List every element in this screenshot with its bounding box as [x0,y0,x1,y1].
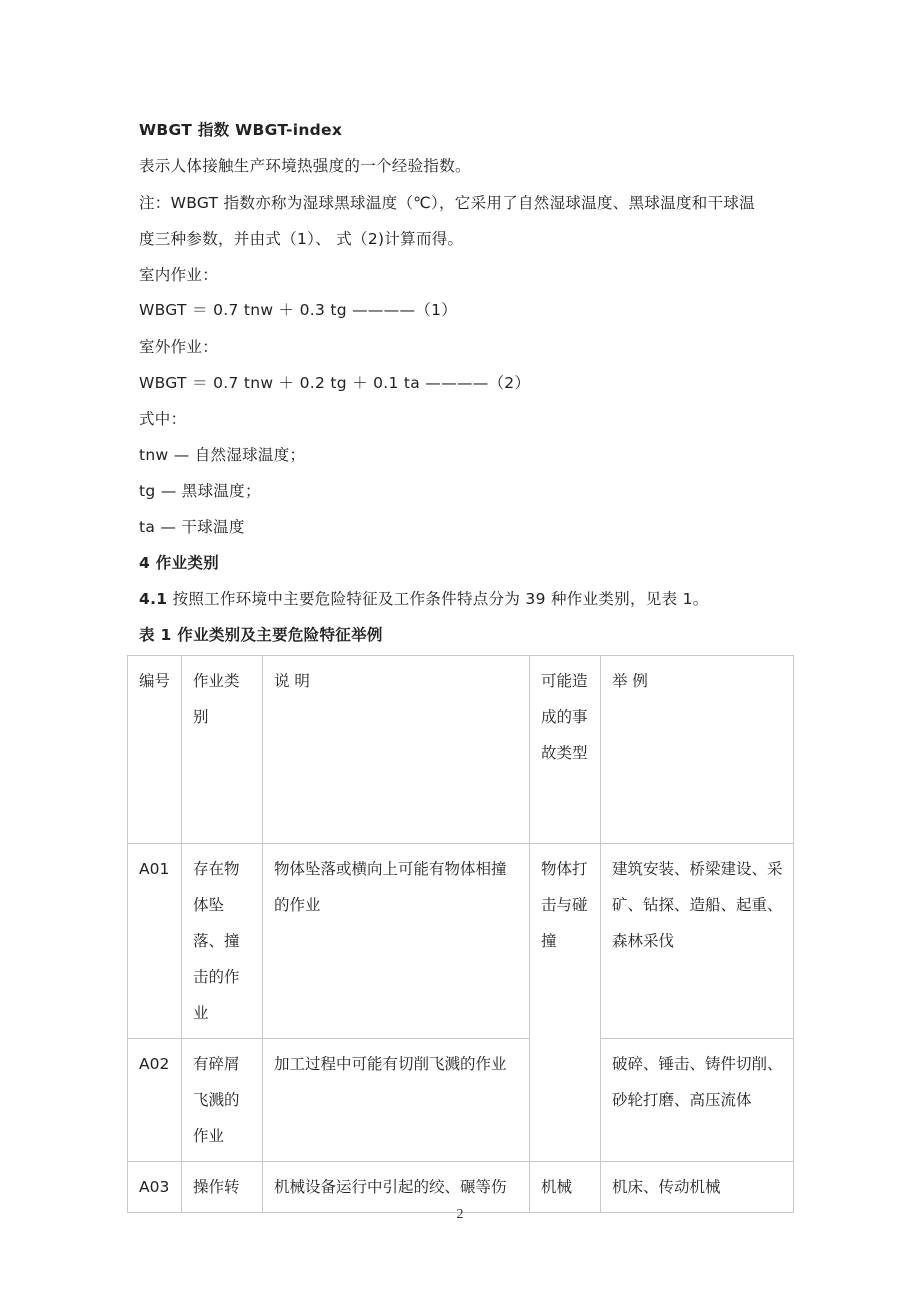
definition-ta: ta — 干球温度 [139,518,245,536]
cell-accident-type: 物体打击与碰撞 [530,844,601,1162]
cell-category: 存在物体坠落、撞击的作业 [182,844,263,1039]
note-line-1: 注：WBGT 指数亦称为湿球黑球温度（℃），它采用了自然湿球温度、黑球温度和干球温 [139,194,755,212]
indoor-label: 室内作业： [139,266,219,284]
category-table [127,655,794,1213]
cell-code: A03 [128,1162,182,1213]
cell-category: 操作转 [182,1162,263,1213]
cell-category: 有碎屑飞溅的作业 [182,1039,263,1162]
subsection-number: 4.1 [139,590,168,608]
header-accident-type: 可能造成的事故类型 [530,656,601,844]
cell-description: 物体坠落或横向上可能有物体相撞的作业 [263,844,530,1039]
cell-description: 加工过程中可能有切削飞溅的作业 [263,1039,530,1162]
cell-accident-type: 机械 [530,1162,601,1213]
formula-1: WBGT ＝ 0.7 tnw ＋ 0.3 tg ————（1） [139,301,458,319]
outdoor-label: 室外作业： [139,338,219,356]
formula-2: WBGT ＝ 0.7 tnw ＋ 0.2 tg ＋ 0.1 ta ————（2） [139,374,531,392]
subsection-text: 按照工作环境中主要危险特征及工作条件特点分为 39 种作业类别，见表 1。 [167,590,709,608]
cell-example: 破碎、锤击、铸件切削、砂轮打磨、高压流体 [601,1039,794,1162]
table-caption: 表 1 作业类别及主要危险特征举例 [139,626,383,644]
where-label: 式中： [139,410,187,428]
header-code: 编号 [128,656,182,844]
table-row [128,1162,794,1213]
table-row [128,844,794,1039]
cell-code: A02 [128,1039,182,1162]
cell-description: 机械设备运行中引起的绞、碾等伤 [263,1162,530,1213]
note-line-2: 度三种参数，并由式（1）、 式（2)计算而得。 [139,230,464,248]
heading: WBGT 指数 WBGT-index [139,121,343,139]
header-category: 作业类别 [182,656,263,844]
definition-tg: tg — 黑球温度； [139,482,261,500]
table-row [128,1039,794,1162]
table-header-row [128,656,794,844]
cell-code: A01 [128,844,182,1039]
page-number: 2 [456,1207,464,1222]
header-example: 举 例 [601,656,794,844]
definition-text: 表示人体接触生产环境热强度的一个经验指数。 [139,157,471,175]
definition-tnw: tnw — 自然湿球温度； [139,446,306,464]
subsection-4-1 [139,589,709,609]
cell-example: 建筑安装、桥梁建设、采矿、钻探、造船、起重、森林采伐 [601,844,794,1039]
cell-example: 机床、传动机械 [601,1162,794,1213]
section-4-heading: 4 作业类别 [139,554,219,572]
header-description: 说 明 [263,656,530,844]
